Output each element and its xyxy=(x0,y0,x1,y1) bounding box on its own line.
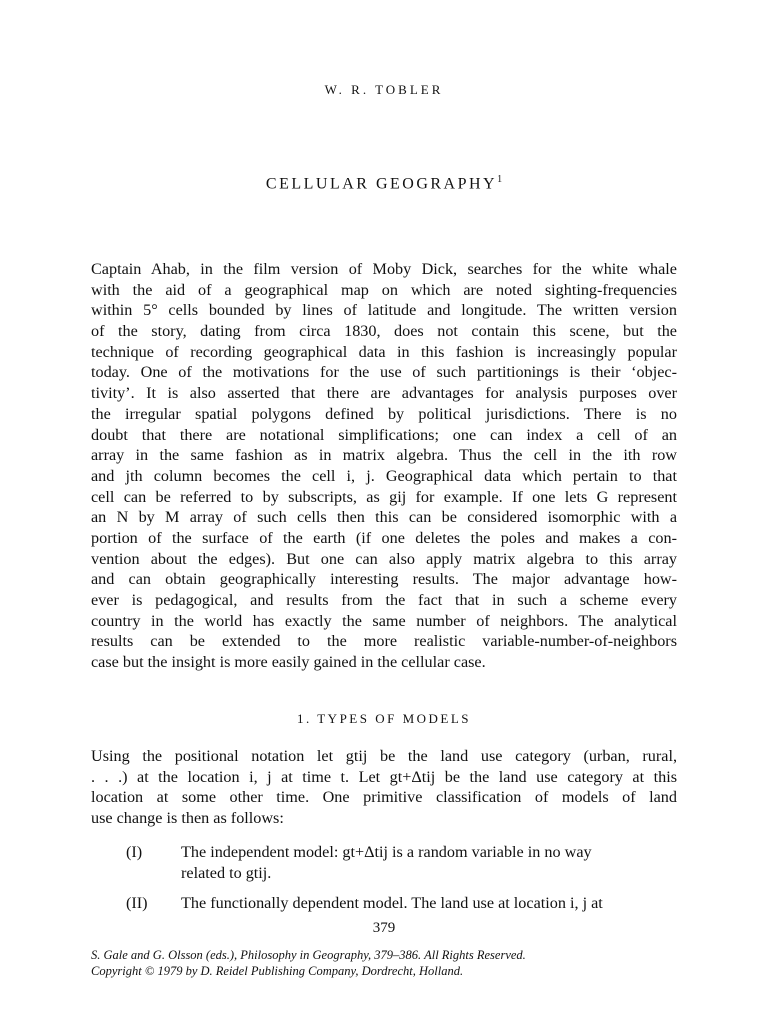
paper-title xyxy=(0,174,768,193)
page-number: 379 xyxy=(372,920,396,936)
text-line: portion of the surface of the earth (if one deletes the poles and makes a con- xyxy=(91,528,677,547)
text-line: Copyright © 1979 by D. Reidel Publishing Company, Dordrecht, Holland. xyxy=(91,964,464,978)
text-line: technique of recording geographical data in this fashion is increasingly popular xyxy=(91,342,677,361)
text-line: cell can be referred to by subscripts, as gij for example. If one lets G represent xyxy=(91,487,677,506)
text-line: related to gtij. xyxy=(181,863,272,882)
section-paragraph xyxy=(91,746,677,829)
text-line: case but the insight is more easily gained in the cellular case. xyxy=(91,653,486,672)
intro-paragraph xyxy=(91,259,677,673)
text-line: and jth column becomes the cell i, j. Geographical data which pertain to that xyxy=(91,466,677,485)
text-line: today. One of the motivations for the use of such partitionings is their ‘objec- xyxy=(91,363,677,382)
title-footnote-marker: 1 xyxy=(497,174,503,185)
text-line: The functionally dependent model. The land use at location i, j at xyxy=(181,894,603,912)
text-line: tivity’. It is also asserted that there are advantages for analysis purposes over xyxy=(91,384,677,403)
list-item-text xyxy=(181,842,677,883)
text-line: ever is pedagogical, and results from the fact that in such a scheme every xyxy=(91,591,677,609)
text-line: of the story, dating from circa 1830, does not contain this scene, but the xyxy=(91,322,677,341)
text-line: and can obtain geographically interesting results. The major advantage how- xyxy=(91,570,677,589)
title-text: CELLULAR GEOGRAPHY xyxy=(265,175,498,193)
text-line: an N by M array of such cells then this can be considered isomorphic with a xyxy=(91,508,677,527)
section-heading: 1. TYPES OF MODELS xyxy=(296,711,472,726)
citation-footer xyxy=(91,947,691,979)
text-line: doubt that there are notational simplifications; one can index a cell of an xyxy=(91,425,677,444)
text-line: The independent model: gt+Δtij is a random variable in no way xyxy=(181,843,592,861)
text-line: country in the world has exactly the same number of neighbors. The analytical xyxy=(91,611,677,630)
list-item-number: (II) xyxy=(126,894,148,912)
text-line: location at some other time. One primitive classification of models of land xyxy=(91,788,677,807)
text-line: results can be extended to the more realistic variable-number-of-neighbors xyxy=(91,632,677,651)
text-line: within 5° cells bounded by lines of latitude and longitude. The written version xyxy=(91,301,677,320)
list-item-text xyxy=(181,893,677,914)
list-item-number: (I) xyxy=(126,843,143,861)
text-line: S. Gale and G. Olsson (eds.), Philosophy in Geography, 379–386. All Rights Reserved. xyxy=(91,948,526,962)
author-name: W. R. TOBLER xyxy=(324,82,444,97)
text-line: use change is then as follows: xyxy=(91,809,284,828)
text-line: with the aid of a geographical map on which are noted sighting-frequencies xyxy=(91,280,677,299)
text-line: Captain Ahab, in the film version of Moby Dick, searches for the white whale xyxy=(91,260,677,278)
text-line: Using the positional notation let gtij be the land use category (urban, rural, xyxy=(91,747,677,765)
text-line: vention about the edges). But one can also apply matrix algebra to this array xyxy=(91,549,677,568)
text-line: the irregular spatial polygons defined by political jurisdictions. There is no xyxy=(91,404,677,423)
text-line: . . .) at the location i, j at time t. Let gt+Δtij be the land use category at this xyxy=(91,767,677,786)
text-line: array in the same fashion as in matrix algebra. Thus the cell in the ith row xyxy=(91,446,677,465)
